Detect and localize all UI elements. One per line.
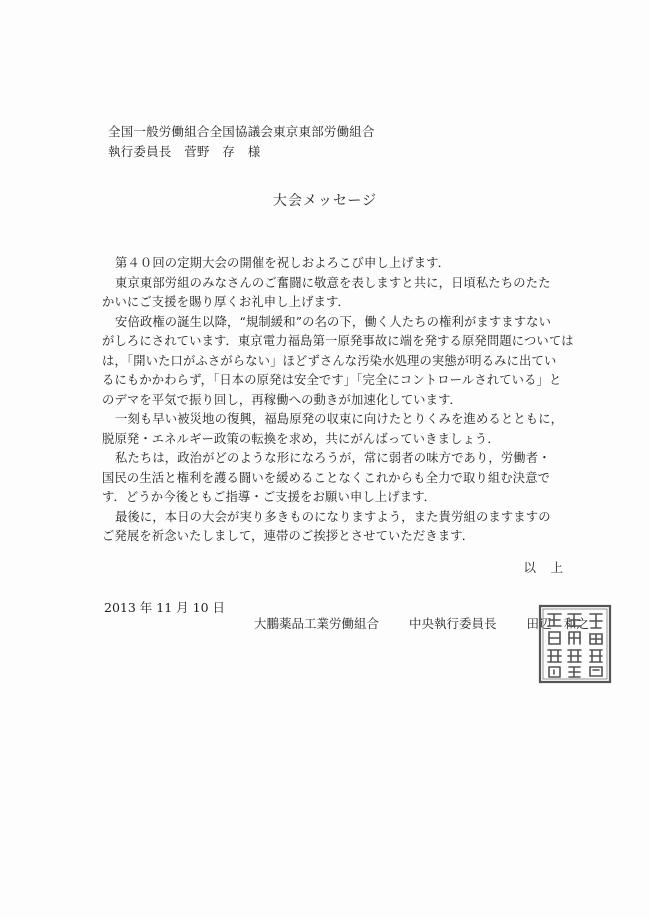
body-line: 脱原発・エネルギー政策の転換を求め，共にがんばっていきましょう． [102,431,500,446]
body-line: 国民の生活と権利を護る闘いを緩めることなくこれからも全力で取り組む決意で [102,470,551,485]
organization-seal-stamp [538,604,612,684]
addressee-recipient: 執行委員長 菅野 存 様 [108,144,261,159]
body-line: かいにご支援を賜り厚くお礼申し上げます． [102,295,350,309]
message-body [102,254,572,547]
signer-name: 田辺 和之 [526,616,590,631]
body-line: がしろにされています．東京電力福島第一原発事故に端を発する原発問題については [102,334,574,348]
body-line: は，「開いた口がふさがらない」ほどずさんな汚染水処理の実態が明るみに出てい [102,353,557,368]
body-line: 一刻も早い被災地の復興，福島原発の収束に向けたとりくみを進めるとともに， [115,412,564,426]
body-line: 安倍政権の誕生以降，“規制緩和”の名の下，働く人たちの権利がますますない [115,314,552,329]
body-line: るにもかかわらず，「日本の原発は安全です」「完全にコントロールされている」と [102,373,562,387]
signer-organization: 大鵬薬品工業労働組合 [254,616,380,631]
closing-mark: 以 上 [523,560,564,575]
addressee-organization: 全国一般労働組合全国協議会東京東部労働組合 [108,124,375,139]
body-line: 最後に，本日の大会が実り多きものになりますよう，また貴労組のますますの [115,509,551,524]
document-date: 2013 年 11 月 10 日 [104,600,225,615]
document-title: 大会メッセージ [272,193,378,209]
addressee-block [108,122,375,162]
body-line: 私たちは，政治がどのような形になろうが，常に弱者の味方であり，労働者・ [115,451,551,465]
body-line: 東京東部労組のみなさんのご奮闘に敬意を表しますと共に，日頃私たちのたた [115,275,551,290]
body-line: 第４０回の定期大会の開催を祝しおよろこび申し上げます． [115,256,451,270]
seal-stamp-icon [538,604,612,684]
body-line: す．どうか今後ともご指導・ご支援をお願い申し上げます． [102,490,437,504]
body-line: ご発展を祈念いたしまして，連帯のご挨拶とさせていただきます． [102,529,475,543]
signer-position: 中央執行委員長 [409,616,497,631]
body-line: のデマを平気で振り回し，再稼働への動きが加速化しています． [102,392,462,407]
